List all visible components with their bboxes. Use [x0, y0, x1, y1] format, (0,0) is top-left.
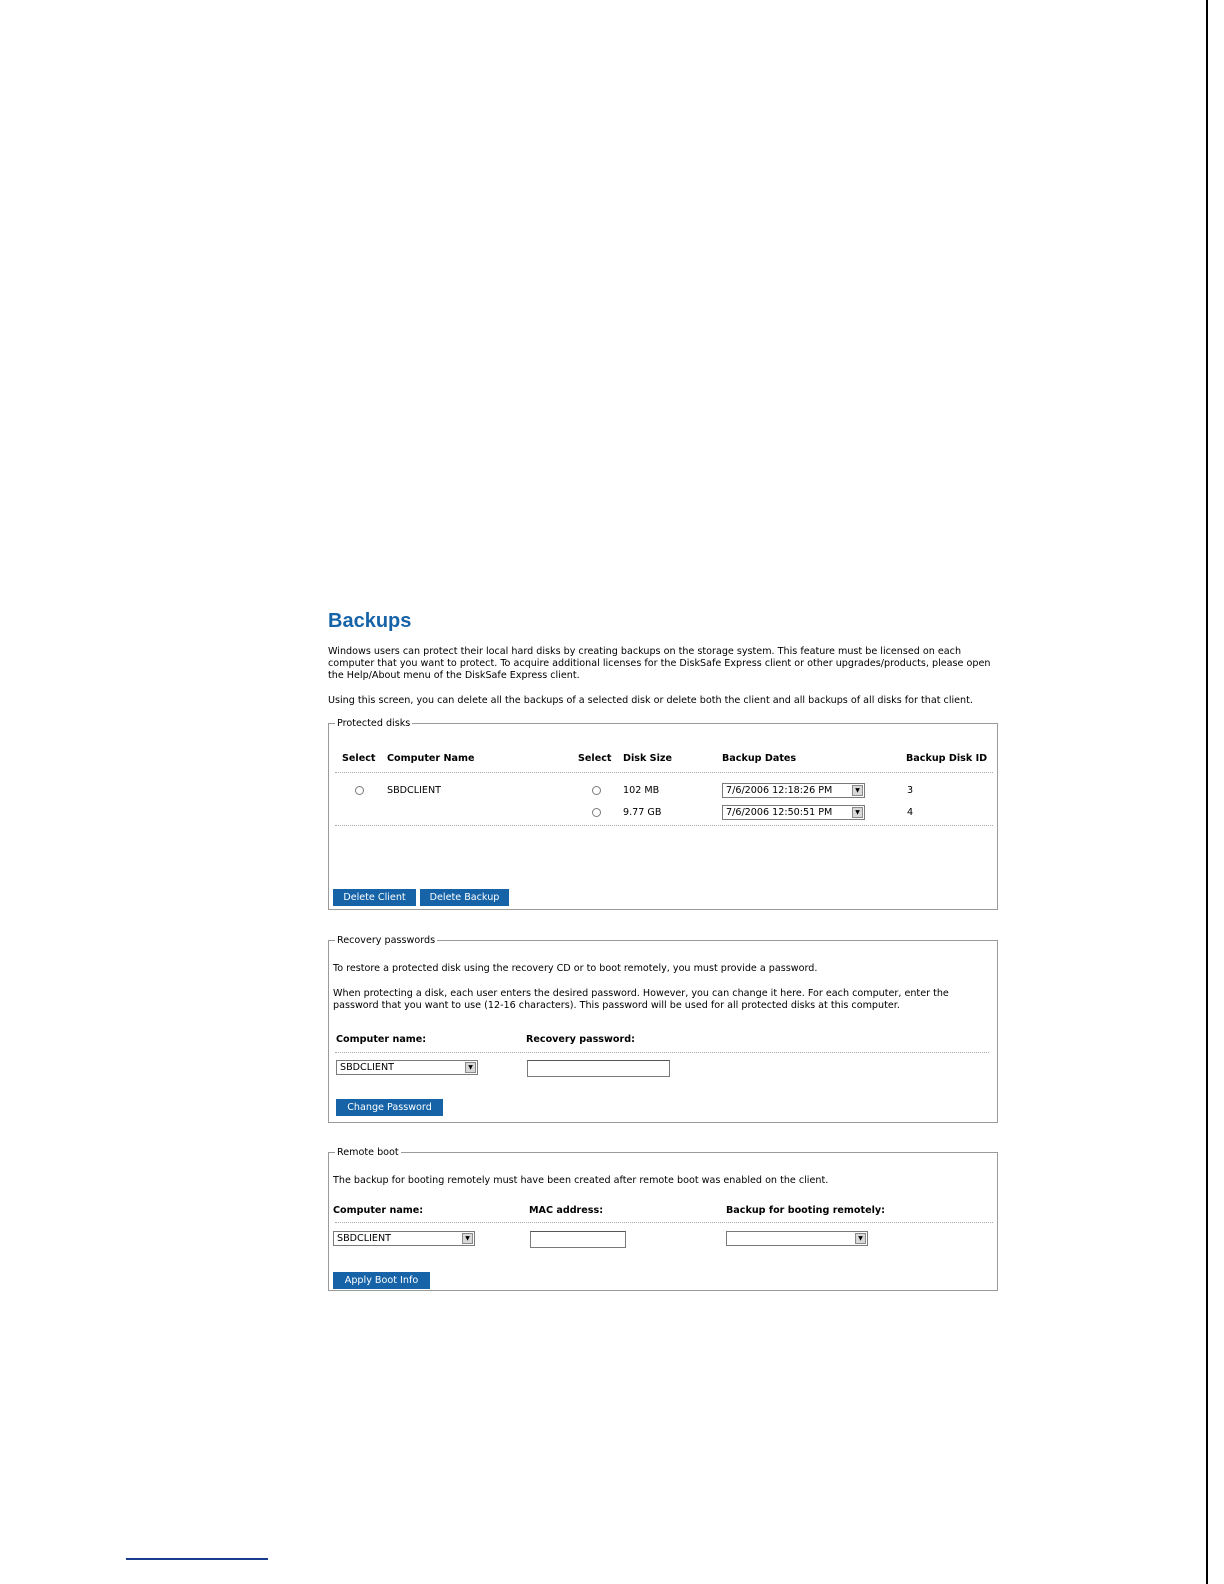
header-divider: [335, 772, 993, 773]
backup-date-value: 7/6/2006 12:50:51 PM: [726, 807, 833, 818]
header-backup-dates: Backup Dates: [722, 753, 797, 764]
backup-disk-id: 3: [907, 785, 914, 796]
disk-size: 9.77 GB: [623, 807, 662, 818]
mac-address-label: MAC address:: [529, 1205, 604, 1216]
intro-text-2: Using this screen, you can delete all the backups of a selected disk or delete both the client and all backups of all disks for that client.: [328, 695, 973, 706]
boot-computer-name-label: Computer name:: [333, 1205, 424, 1216]
backup-booting-label: Backup for booting remotely:: [726, 1205, 885, 1216]
computer-name-select[interactable]: [336, 1060, 478, 1075]
chevron-down-icon[interactable]: ▼: [852, 807, 863, 818]
page-edge-line: [1206, 0, 1208, 1584]
header-disk-size: Disk Size: [623, 753, 672, 764]
page-title: Backups: [328, 610, 412, 632]
intro-text: Windows users can protect their local hard disks by creating backups on the storage system. This feature must be licensed on each computer that you want to protect. To acquire additional licenses for the DiskSafe Express client or other upgrades/products, please open the Help/About menu of the DiskSafe Express client.: [328, 646, 991, 681]
recovery-divider: [335, 1052, 989, 1053]
recovery-passwords-legend: Recovery passwords: [337, 935, 436, 946]
boot-computer-select[interactable]: [333, 1231, 475, 1246]
change-password-button[interactable]: Change Password: [336, 1099, 443, 1116]
backup-date-select[interactable]: [722, 805, 865, 820]
delete-backup-button[interactable]: Delete Backup: [420, 889, 509, 906]
client-select-radio[interactable]: [355, 786, 364, 795]
header-select: Select: [342, 753, 376, 764]
rows-divider: [335, 825, 993, 826]
recovery-text-2: When protecting a disk, each user enters the desired password. However, you can change it here. For each computer, enter the password that you want to use (12-16 characters). This password will be used for all protected disks at this computer.: [333, 988, 949, 1011]
remote-boot-text: The backup for booting remotely must have been created after remote boot was enabled on the client.: [333, 1175, 829, 1186]
chevron-down-icon[interactable]: ▼: [852, 785, 863, 796]
header-backup-disk-id: Backup Disk ID: [906, 753, 988, 764]
mac-address-input[interactable]: [530, 1231, 626, 1248]
header-select-disk: Select: [578, 753, 612, 764]
chevron-down-icon[interactable]: ▼: [465, 1062, 476, 1073]
disk-select-radio[interactable]: [592, 786, 601, 795]
backups-page: [328, 606, 1000, 1286]
remote-boot-legend: Remote boot: [337, 1147, 399, 1158]
disk-size: 102 MB: [623, 785, 660, 796]
recovery-passwords-panel: [328, 935, 998, 1123]
protected-disks-legend: Protected disks: [337, 718, 411, 729]
recovery-text-1: To restore a protected disk using the recovery CD or to boot remotely, you must provide a password.: [333, 963, 818, 974]
computer-name-value: SBDCLIENT: [340, 1062, 395, 1073]
backup-disk-id: 4: [907, 807, 914, 818]
backup-date-value: 7/6/2006 12:18:26 PM: [726, 785, 833, 796]
backup-date-select[interactable]: [722, 783, 865, 798]
apply-boot-info-button[interactable]: Apply Boot Info: [333, 1272, 430, 1289]
recovery-password-input[interactable]: [527, 1060, 670, 1077]
footnote-rule: [126, 1558, 268, 1560]
header-computer-name: Computer Name: [387, 753, 475, 764]
disk-select-radio[interactable]: [592, 808, 601, 817]
remote-boot-divider: [335, 1222, 993, 1223]
remote-boot-panel: [328, 1147, 998, 1291]
boot-computer-value: SBDCLIENT: [337, 1233, 392, 1244]
recovery-password-label: Recovery password:: [526, 1034, 635, 1045]
client-name: SBDCLIENT: [387, 785, 442, 796]
boot-backup-select[interactable]: [726, 1231, 868, 1246]
chevron-down-icon[interactable]: ▼: [855, 1233, 866, 1244]
chevron-down-icon[interactable]: ▼: [462, 1233, 473, 1244]
delete-client-button[interactable]: Delete Client: [333, 889, 416, 906]
computer-name-label: Computer name:: [336, 1034, 427, 1045]
protected-disks-panel: [328, 718, 998, 910]
